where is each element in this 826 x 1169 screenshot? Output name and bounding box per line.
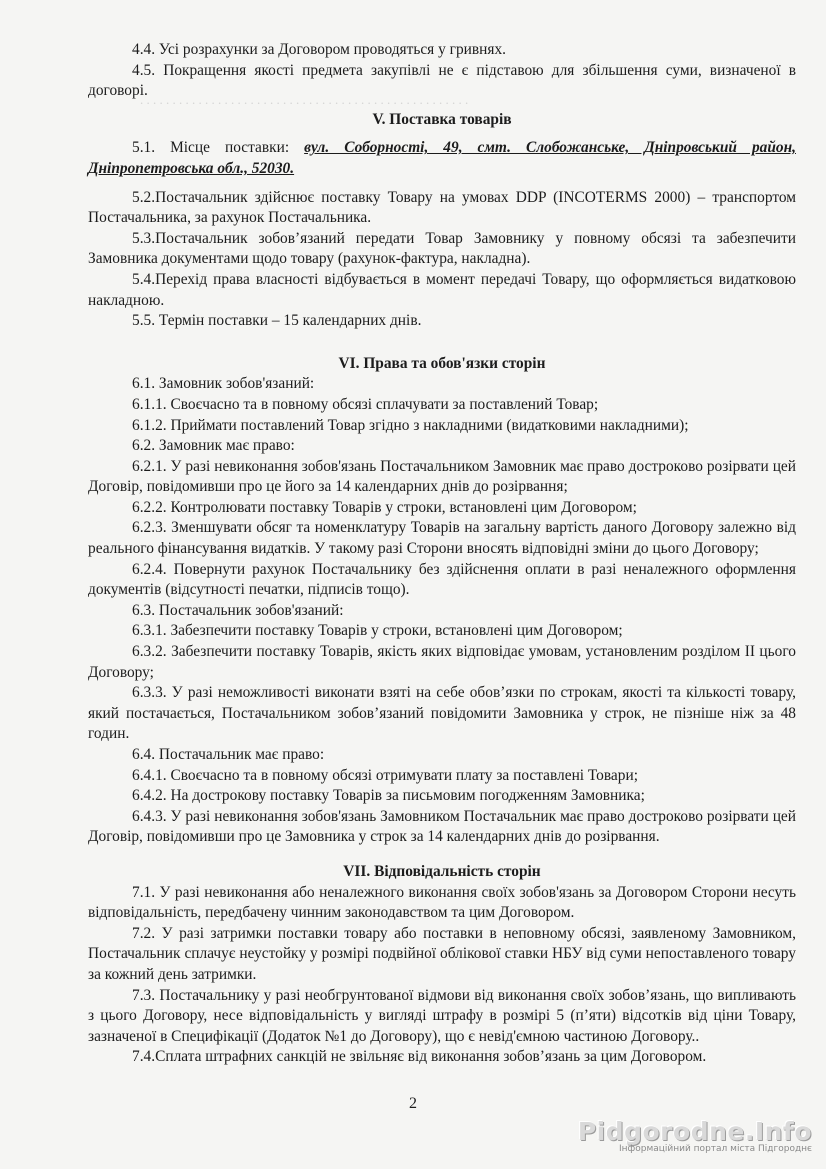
- site-watermark: [578, 1117, 812, 1154]
- clause-7-1: 7.1. У разі невиконання або неналежного виконання своїх зобов'язань за Договором Сторони несуть відповідальність, передбачену чинним законодавством та цим Договором.: [88, 883, 796, 922]
- clause-6-3-2: 6.3.2. Забезпечити поставку Товарів, якість яких відповідає умовам, установленим розділом II цього Договору;: [88, 643, 796, 681]
- clause-5-3: 5.3.Постачальник зобов’язаний передати Товар Замовнику у повному обсязі та забезпечити Замовника документами щодо товару (рахунок-фактура, накладна).: [88, 229, 796, 268]
- clause-6-1-1: 6.1.1. Своєчасно та в повному обсязі сплачувати за поставлений Товар;: [132, 395, 599, 413]
- clause-6-2-2: 6.2.2. Контролювати поставку Товарів у строки, встановлені цим Договором;: [132, 498, 637, 516]
- clause-5-1-prefix: 5.1. Місце поставки:: [132, 139, 305, 157]
- watermark-subtitle: Інформаційний портал міста Підгороднє: [619, 1144, 812, 1154]
- clause-5-5: 5.5. Термін поставки – 15 календарних днів.: [132, 312, 422, 330]
- clause-4-5: 4.5. Покращення якості предмета закупівлі не є підставою для збільшення суми, визначеної в договорі.: [88, 61, 796, 100]
- section-7-heading: VII. Відповідальність сторін: [343, 862, 541, 880]
- clause-6-4-1: 6.4.1. Своєчасно та в повному обсязі отримувати плату за поставлені Товари;: [132, 766, 638, 784]
- page-number: 2: [409, 1095, 417, 1112]
- clause-6-3-3: 6.3.3. У разі неможливості виконати взяті на себе обов’язки по строкам, якості та кількості товару, який постачається, Постачальником зобов’язаний повідомити Замовника у строк, не пізніше ніж за 48 годин.: [88, 684, 796, 743]
- clause-5-1: [88, 138, 796, 179]
- delivery-address: вул. Соборності, 49, смт. Слобожанське, Дніпровський район, Дніпропетровська обл., 52030.: [88, 139, 796, 177]
- clause-6-4: 6.4. Постачальник має право:: [132, 746, 325, 763]
- clause-6-1: 6.1. Замовник зобов'язаний:: [132, 375, 315, 393]
- clause-7-3: 7.3. Постачальнику у разі необгрунтованої відмови від виконання своїх зобов’язань, що випливають з цього Договору, несе відповідальність у вигляді штрафу в розмірі 5 (п’яти) відсотків від ціни Товару, зазначеної в Специфікації (Додаток №1 до Договору), що є невід'ємною частиною Договору..: [88, 986, 796, 1045]
- clause-4-4: 4.4. Усі розрахунки за Договором проводяться у гривнях.: [132, 41, 507, 58]
- clause-6-2-4: 6.2.4. Повернути рахунок Постачальнику без здійснення оплати в разі неналежного оформлення документів (відсутності печатки, підписів тощо).: [88, 560, 796, 599]
- clause-5-2: 5.2.Постачальник здійснює поставку Товару на умовах DDP (INCOTERMS 2000) – транспортом Постачальника, за рахунок Постачальника.: [88, 188, 796, 227]
- watermark-title: Pidgorodne.Info: [577, 1117, 812, 1146]
- clause-6-3-1: 6.3.1. Забезпечити поставку Товарів у строки, встановлені цим Договором;: [132, 622, 623, 640]
- bleed-through-text: . . . . . . . . . . . . . . . . . . . . . . . . . . . . . . . . . . . . . . . . . . . . . . . . . . .: [140, 92, 469, 107]
- clause-6-3: 6.3. Постачальник зобов'язаний:: [132, 601, 344, 619]
- section-6-heading: VI. Права та обов'язки сторін: [338, 354, 546, 372]
- clause-6-2-3: 6.2.3. Зменшувати обсяг та номенклатуру Товарів на загальну вартість даного Договору залежно від реального фінансування видатків. У такому разі Сторони вносять відповідні зміни до цього Договору;: [88, 519, 796, 558]
- clause-6-4-2: 6.4.2. На дострокову поставку Товарів за письмовим погодженням Замовника;: [132, 787, 645, 805]
- clause-6-4-3: 6.4.3. У разі невиконання зобов'язань Замовником Постачальник має право достроково розірвати цей Договір, повідомивши про це Замовника у строк за 14 календарних днів до розірвання.: [88, 807, 796, 846]
- clause-6-1-2: 6.1.2. Приймати поставлений Товар згідно з накладними (видатковими накладними);: [132, 416, 689, 434]
- clause-7-4: 7.4.Сплата штрафних санкцій не звільняє від виконання зобов’язань за цим Договором.: [132, 1048, 707, 1066]
- document-body: [88, 40, 796, 1068]
- clause-7-2: 7.2. У разі затримки поставки товару або поставки в неповному обсязі, заявленому Замовником, Постачальник сплачує неустойку у розмірі подвійної облікової ставки НБУ від суми непоставленого товару за кожний день затримки.: [88, 924, 796, 983]
- clause-5-4: 5.4.Перехід права власності відбувається в момент передачі Товару, що оформляється видатковою накладною.: [88, 270, 796, 309]
- clause-6-2: 6.2. Замовник має право:: [132, 437, 295, 455]
- section-5-heading: V. Поставка товарів: [372, 110, 512, 128]
- clause-6-2-1: 6.2.1. У разі невиконання зобов'язань Постачальником Замовник має право достроково розірвати цей Договір, повідомивши про це його за 14 календарних днів до розірвання;: [88, 457, 796, 496]
